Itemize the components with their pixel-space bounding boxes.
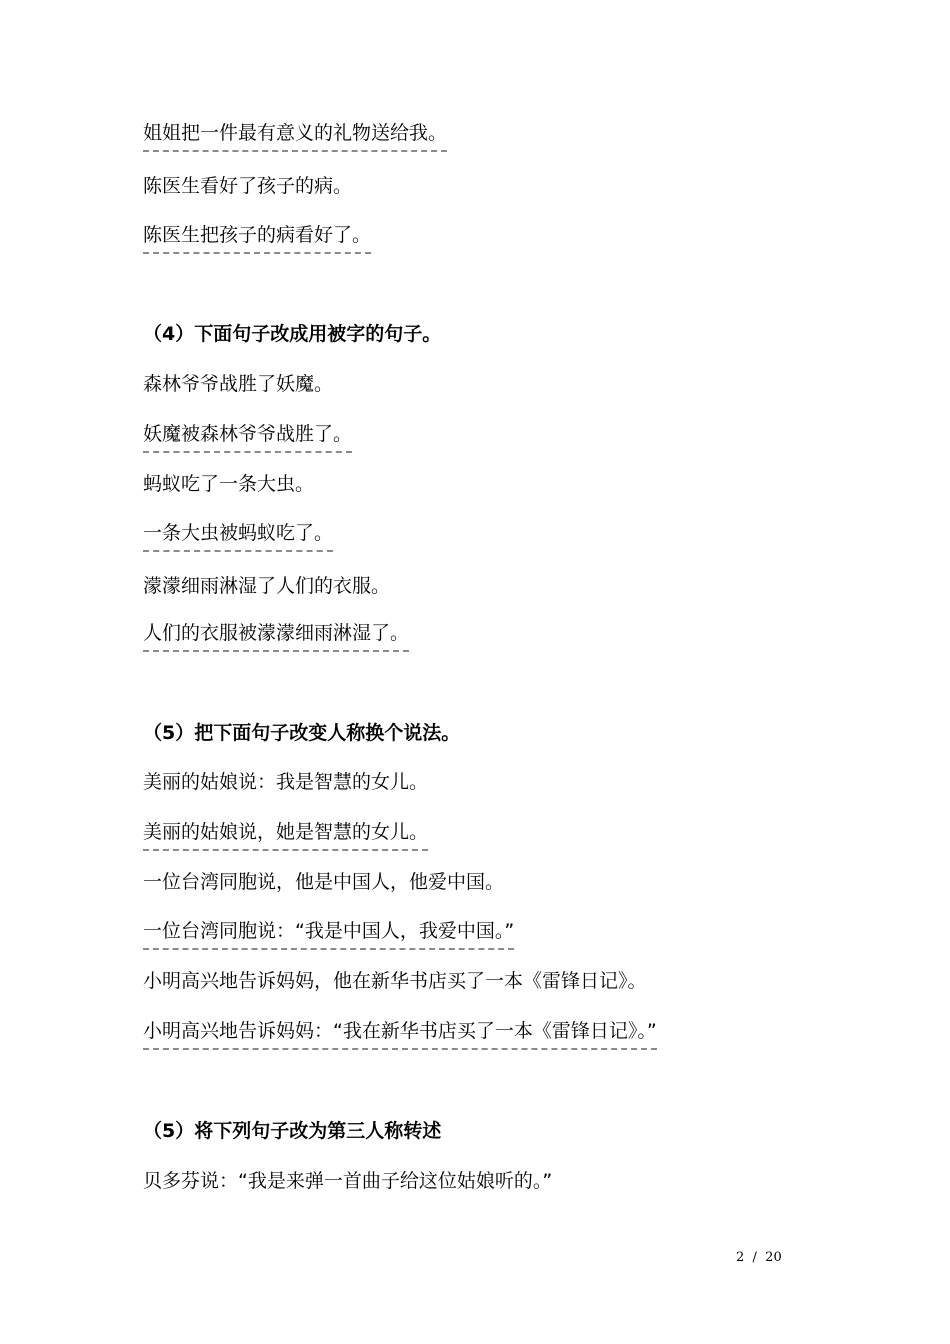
answer-line [143,919,514,950]
section-heading: （5）把下面句子改变人称换个说法。 [143,722,461,744]
answer-text: 一条大虫被蚂蚁吃了。 [143,521,333,552]
sentence-line: 森林爷爷战胜了妖魔。 [143,373,334,395]
answer-line [143,621,409,652]
answer-text: 美丽的姑娘说，她是智慧的女儿。 [143,820,428,851]
section-heading: （4）下面句子改成用被字的句子。 [143,323,442,345]
page-number: 2 / 20 [736,1250,782,1265]
sentence-line: 贝多芬说：“我是来弹一首曲子给这位姑娘听的。” [143,1170,553,1192]
answer-line [143,422,352,453]
answer-line [143,820,428,851]
answer-line [143,1019,657,1050]
answer-text: 小明高兴地告诉妈妈：“我在新华书店买了一本《雷锋日记》。” [143,1019,657,1050]
sentence-line: 美丽的姑娘说：我是智慧的女儿。 [143,771,429,793]
sentence-line: 小明高兴地告诉妈妈，他在新华书店买了一本《雷锋日记》。 [143,970,647,992]
answer-text: 姐姐把一件最有意义的礼物送给我。 [143,121,447,152]
sentence-line: 濛濛细雨淋湿了人们的衣服。 [143,575,391,597]
answer-text: 一位台湾同胞说：“我是中国人，我爱中国。” [143,919,514,950]
answer-line [143,121,447,152]
answer-text: 陈医生把孩子的病看好了。 [143,223,371,254]
sentence-line: 蚂蚁吃了一条大虫。 [143,473,315,495]
answer-line [143,521,333,552]
answer-text: 人们的衣服被濛濛细雨淋湿了。 [143,621,409,652]
sentence-line: 陈医生看好了孩子的病。 [143,175,353,197]
answer-text: 妖魔被森林爷爷战胜了。 [143,422,352,453]
section-heading: （5）将下列句子改为第三人称转述 [143,1120,442,1142]
answer-line [143,223,371,254]
sentence-line: 一位台湾同胞说，他是中国人，他爱中国。 [143,871,505,893]
